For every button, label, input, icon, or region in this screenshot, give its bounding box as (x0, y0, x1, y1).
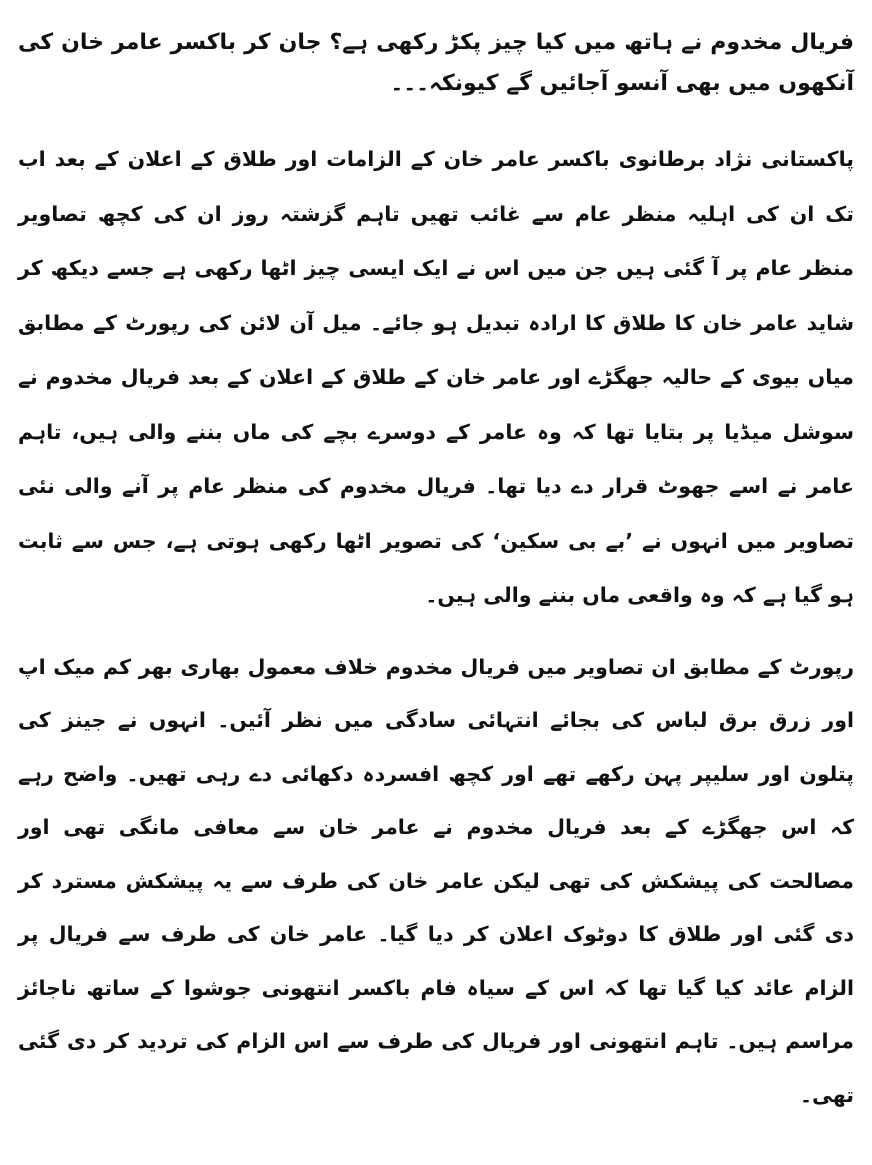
article-paragraph-1: پاکستانی نژاد برطانوی باکسر عامر خان کے الزامات اور طلاق کے اعلان کے بعد اب تک ان کی اہلیہ منظر عام سے غائب تھیں تاہم گزشتہ روز ان کی کچھ تصاویر منظر عام پر آ گئی ہیں جن میں اس نے ایک ایسی چیز اٹھا رکھی ہے جسے دیکھ کر شاید عامر خان کا طلاق کا ارادہ تبدیل ہو جائے۔ میل آن لائن کی رپورٹ کے مطابق میاں بیوی کے حالیہ جھگڑے اور عامر خان کے طلاق کے اعلان کے بعد فریال مخدوم نے سوشل میڈیا پر بتایا تھا کہ وہ عامر کے دوسرے بچے کی ماں بننے والی ہیں، تاہم عامر نے اسے جھوٹ قرار دے دیا تھا۔ فریال مخدوم کی منظر عام پر آنے والی نئی تصاویر میں انہوں نے ’بے بی سکین‘ کی تصویر اٹھا رکھی ہوتی ہے، جس سے ثابت ہو گیا ہے کہ وہ واقعی ماں بننے والی ہیں۔ (18, 147, 854, 607)
article-headline: فریال مخدوم نے ہاتھ میں کیا چیز پکڑ رکھی ہے؟ جان کر باکسر عامر خان کی آنکھوں میں بھی آنسو آجائیں گے کیونکہ۔۔۔ (18, 30, 854, 96)
article (18, 22, 854, 1140)
article-paragraph-2: رپورٹ کے مطابق ان تصاویر میں فریال مخدوم خلاف معمول بھاری بھر کم میک اپ اور زرق برق لباس کی بجائے انتہائی سادگی میں نظر آئیں۔ انہوں نے جینز کی پتلون اور سلیپر پہن رکھے تھے اور کچھ افسردہ دکھائی دے رہی تھیں۔ واضح رہے کہ اس جھگڑے کے بعد فریال مخدوم نے عامر خان سے معافی مانگی تھی اور مصالحت کی پیشکش کی تھی لیکن عامر خان کی طرف سے یہ پیشکش مسترد کر دی گئی اور طلاق کا دوٹوک اعلان کر دیا گیا۔ عامر خان کی طرف سے فریال پر الزام عائد کیا گیا تھا کہ اس کے سیاہ فام باکسر انتھونی جوشوا کے ساتھ ناجائز مراسم ہیں۔ تاہم انتھونی اور فریال کی طرف سے اس الزام کی تردید کر دی گئی تھی۔ (18, 654, 854, 1107)
